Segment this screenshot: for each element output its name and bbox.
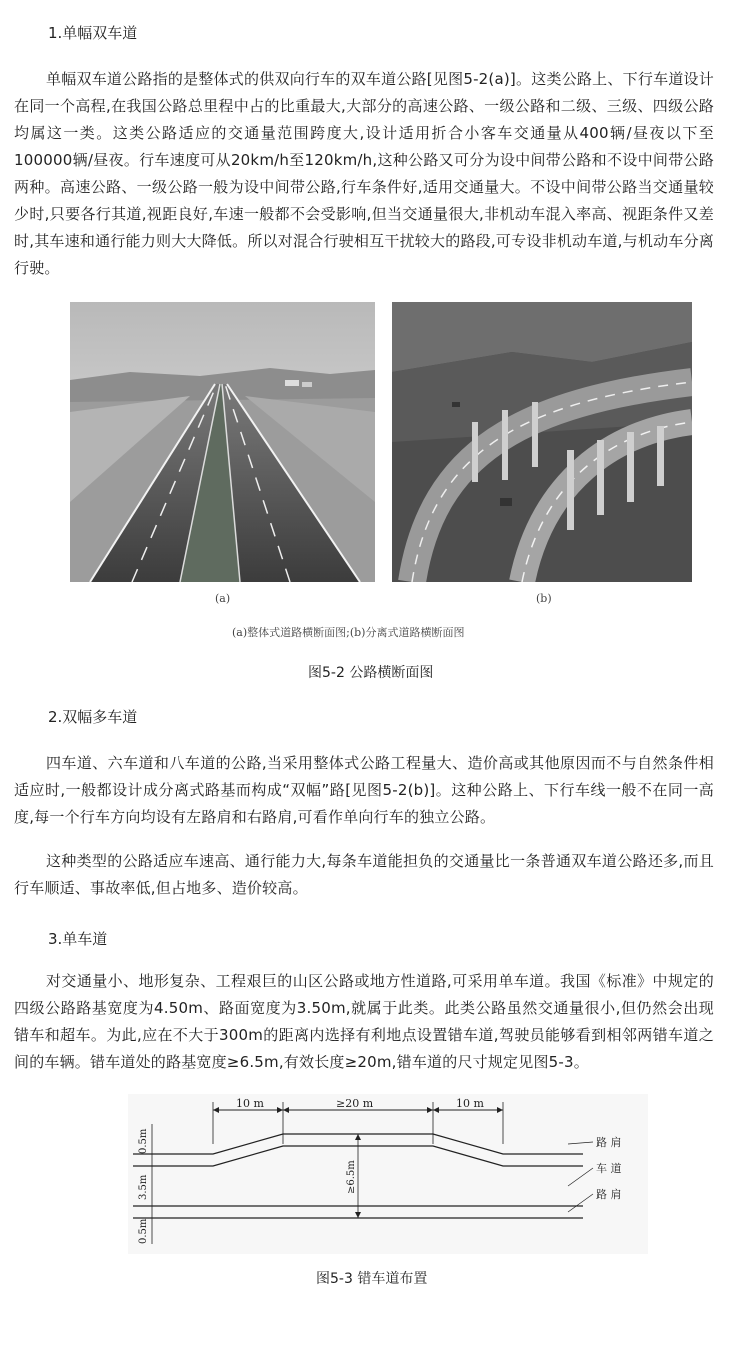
- dim-total: ≥6.5m: [346, 1160, 357, 1194]
- section-paragraph-1: 单幅双车道公路指的是整体式的供双向行车的双车道公路[见图5-2(a)]。这类公路上、下行车道设计在同一个高程,在我国公路总里程中占的比重最大,大部分的高速公路、一级公路和二级、三级、四级公路均属这一类。这类公路适应的交通量范围跨度大,设计适用折合小客车交通量从400辆/昼夜以下至100000辆/昼夜。行车速度可从20km/h至120km/h,这种公路又可分为设中间带公路和不设中间带公路两种。高速公路、一级公路一般为设中间带公路,行车条件好,适用交通量大。不设中间带公路当交通量较少时,只要各行其道,视距良好,车速一般都不会受影响,但当交通量很大,非机动车混入率高、视距条件又差时,其车速和通行能力则大大降低。所以对混合行驶相互干扰较大的路段,可专设非机动车道,与机动车分离行驶。: [14, 70, 714, 277]
- dim-shoulder-top: 0.5m: [138, 1128, 149, 1154]
- section-heading-2: 2.双幅多车道: [48, 708, 138, 726]
- section-heading-1: 1.单幅双车道: [48, 24, 138, 42]
- photo-integrated-road: [70, 302, 375, 582]
- dim-mid: ≥20 m: [336, 1097, 374, 1110]
- label-shoulder-top: 路 肩: [596, 1136, 622, 1149]
- label-lane: 车 道: [596, 1162, 622, 1175]
- figure-5-3-caption: 图5-3 错车道布置: [316, 1271, 428, 1287]
- photo-separated-road: [392, 302, 692, 582]
- dim-shoulder-bottom: 0.5m: [138, 1218, 149, 1244]
- dim-left: 10 m: [236, 1097, 264, 1110]
- dim-lane: 3.5m: [138, 1174, 149, 1200]
- figure-5-2-label-b: (b): [536, 592, 552, 605]
- figure-5-2-caption: 图5-2 公路横断面图: [308, 665, 434, 681]
- section-paragraph-2b: 这种类型的公路适应车速高、通行能力大,每条车道能担负的交通量比一条普通双车道公路还多,而且行车顺适、事故率低,但占地多、造价较高。: [14, 852, 714, 897]
- figure-5-2-label-a: (a): [215, 592, 231, 605]
- section-paragraph-2a: 四车道、六车道和八车道的公路,当采用整体式公路工程量大、造价高或其他原因而不与自然条件相适应时,一般都设计成分离式路基而构成“双幅”路[见图5-2(b)]。这种公路上、下行车线一般不在同一高度,每一个行车方向均设有左路肩和右路肩,可看作单向行车的独立公路。: [14, 754, 714, 826]
- figure-5-2-subcaption: (a)整体式道路横断面图;(b)分离式道路横断面图: [232, 626, 465, 639]
- section-heading-3: 3.单车道: [48, 930, 108, 948]
- section-paragraph-3: 对交通量小、地形复杂、工程艰巨的山区公路或地方性道路,可采用单车道。我国《标准》中规定的四级公路路基宽度为4.50m、路面宽度为3.50m,就属于此类。此类公路虽然交通量很小,但仍然会出现错车和超车。为此,应在不大于300m的距离内选择有利地点设置错车道,驾驶员能够看到相邻两错车道之间的车辆。错车道处的路基宽度≥6.5m,有效长度≥20m,错车道的尺寸规定见图5-3。: [14, 972, 714, 1071]
- figure-5-2: [70, 302, 692, 612]
- label-shoulder-bottom: 路 肩: [596, 1188, 622, 1201]
- figure-5-3-diagram: [128, 1094, 648, 1254]
- dim-right: 10 m: [456, 1097, 484, 1110]
